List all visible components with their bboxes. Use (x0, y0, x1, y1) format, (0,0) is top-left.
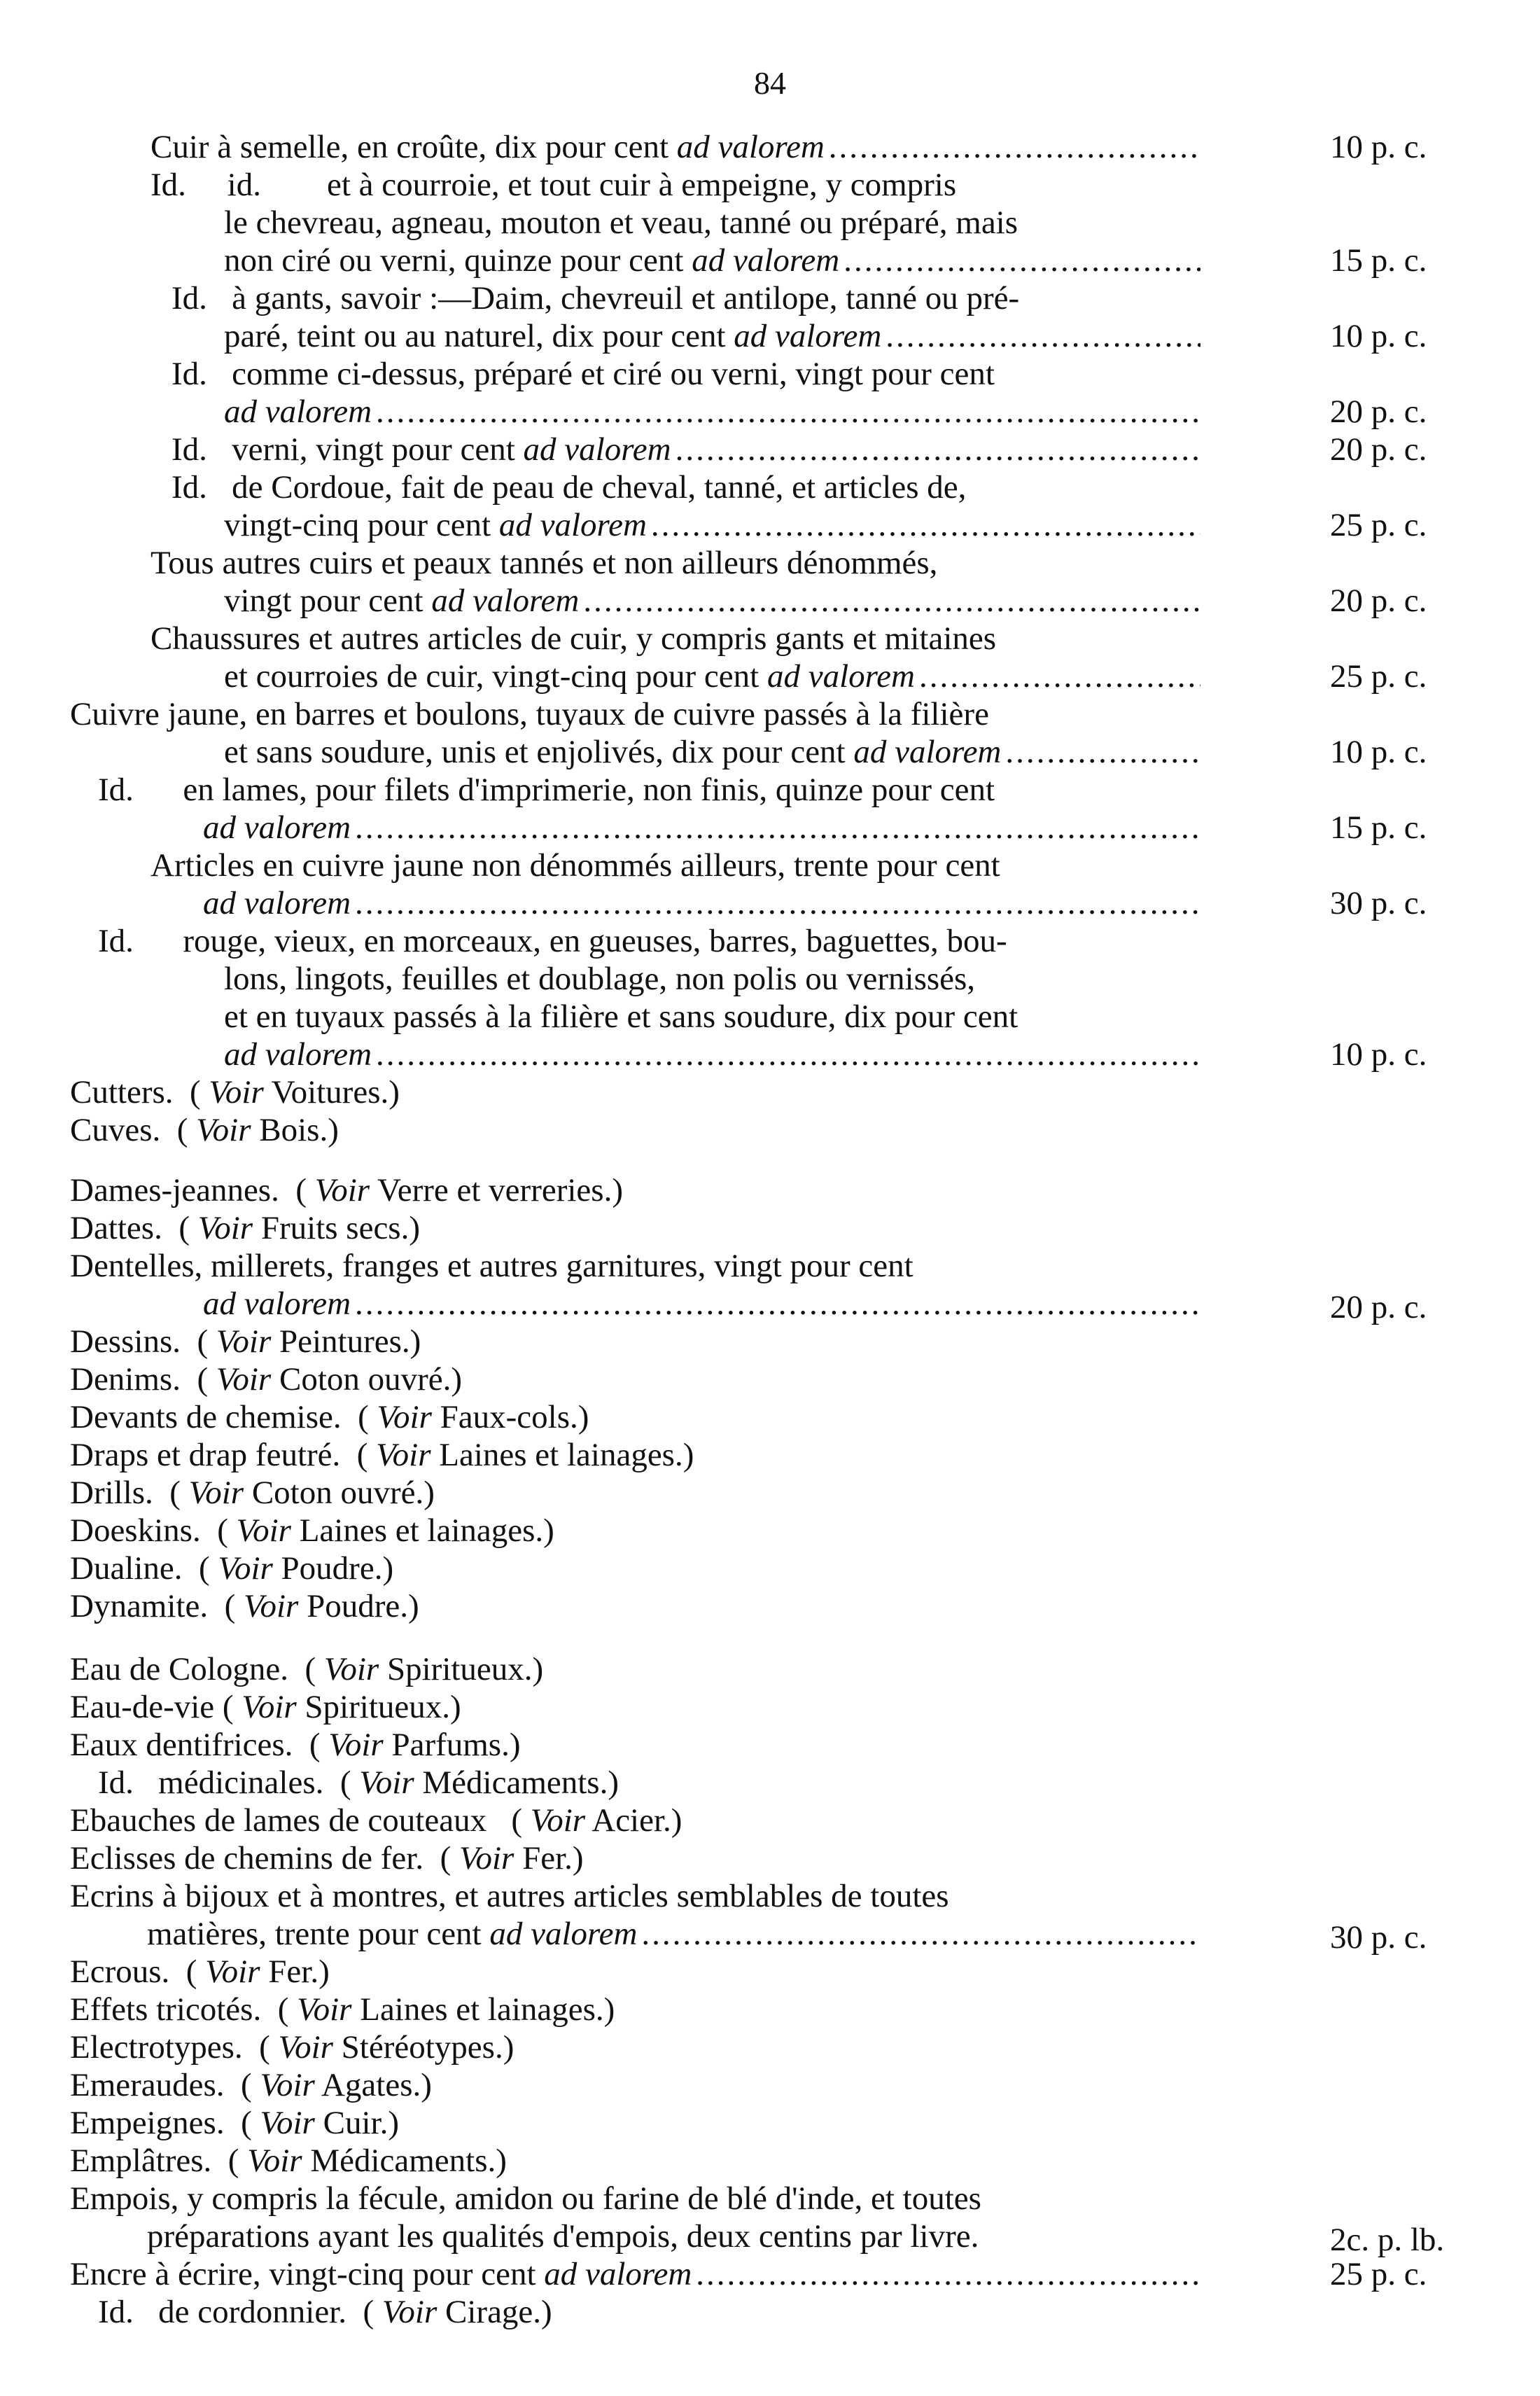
entry-text-line: et courroies de cuir, vingt-cinq pour cent ad valorem (224, 658, 915, 695)
cross-reference-entry: Drills. ( Voir Coton ouvré.) (70, 1475, 435, 1511)
entry-text-line: ad valorem (203, 1286, 351, 1322)
leader-dots (355, 809, 1200, 847)
cross-reference-entry: Cuves. ( Voir Bois.) (70, 1112, 339, 1148)
entry-text-line: Id. verni, vingt pour cent ad valorem (172, 431, 671, 468)
cross-reference-entry: Ecrous. ( Voir Fer.) (70, 1953, 330, 1990)
leader-dots (829, 128, 1200, 166)
duty-rate: 30 p. c. (1330, 1919, 1427, 1956)
cross-reference-entry: Doeskins. ( Voir Laines et lainages.) (70, 1512, 554, 1549)
leader-dots (376, 393, 1200, 431)
duty-rate: 2c. p. lb. (1330, 2222, 1445, 2258)
entry-text-line: paré, teint ou au naturel, dix pour cent ad valorem (224, 318, 882, 354)
cross-reference-entry: Emeraudes. ( Voir Agates.) (70, 2067, 432, 2103)
entry-text-line: le chevreau, agneau, mouton et veau, tanné ou préparé, mais (224, 204, 1018, 241)
cross-reference-entry: Eau de Cologne. ( Voir Spiritueux.) (70, 1651, 544, 1687)
entry-text-line: ad valorem (224, 393, 372, 430)
cross-reference-entry: Draps et drap feutré. ( Voir Laines et lainages.) (70, 1437, 694, 1473)
entry-text-line: non ciré ou verni, quinze pour cent ad valorem (224, 242, 840, 279)
entry-text-line: ad valorem (203, 809, 351, 846)
duty-rate: 20 p. c. (1330, 431, 1427, 468)
entry-text-line: matières, trente pour cent ad valorem (147, 1916, 638, 1952)
cross-reference-entry: Dattes. ( Voir Fruits secs.) (70, 1210, 420, 1246)
entry-text-line: Encre à écrire, vingt-cinq pour cent ad valorem (70, 2256, 692, 2292)
cross-reference-entry: Eaux dentifrices. ( Voir Parfums.) (70, 1727, 521, 1763)
entry-text-line: Id. en lames, pour filets d'imprimerie, non finis, quinze pour cent (98, 772, 995, 808)
leader-dots (1005, 733, 1200, 771)
entry-text-line: Dentelles, millerets, franges et autres garnitures, vingt pour cent (70, 1248, 913, 1284)
entry-text-line: et en tuyaux passés à la filière et sans soudure, dix pour cent (224, 998, 1018, 1035)
duty-rate: 30 p. c. (1330, 885, 1427, 921)
entry-text-line: Id. de Cordoue, fait de peau de cheval, tanné, et articles de, (172, 469, 967, 506)
duty-rate: 20 p. c. (1330, 1289, 1427, 1325)
duty-rate: 25 p. c. (1330, 507, 1427, 543)
entry-text-line: ad valorem (203, 885, 351, 921)
cross-reference-entry: Effets tricotés. ( Voir Laines et lainages.) (70, 1991, 615, 2028)
cross-reference-entry: Dualine. ( Voir Poudre.) (70, 1550, 394, 1587)
leader-dots (376, 1036, 1200, 1073)
leader-dots (651, 506, 1200, 544)
leader-dots (641, 1915, 1200, 1953)
page-number: 84 (754, 65, 786, 101)
leader-dots (355, 884, 1200, 922)
leader-dots (676, 431, 1200, 468)
leader-dots (583, 582, 1200, 620)
cross-reference-entry: Eau-de-vie ( Voir Spiritueux.) (70, 1689, 461, 1725)
entry-text-line: vingt pour cent ad valorem (224, 583, 580, 619)
cross-reference-entry: Eclisses de chemins de fer. ( Voir Fer.) (70, 1840, 584, 1876)
cross-reference-entry: Id. médicinales. ( Voir Médicaments.) (98, 1764, 619, 1801)
entry-text-line: Id. rouge, vieux, en morceaux, en gueuses, barres, baguettes, bou- (98, 923, 1007, 959)
cross-reference-entry: Id. de cordonnier. ( Voir Cirage.) (98, 2294, 552, 2330)
entry-text-line: ad valorem (224, 1036, 372, 1073)
entry-text-line: Ecrins à bijoux et à montres, et autres articles semblables de toutes (70, 1878, 949, 1914)
entry-text-line: Id. à gants, savoir :—Daim, chevreuil et antilope, tanné ou pré- (172, 280, 1020, 316)
cross-reference-entry: Emplâtres. ( Voir Médicaments.) (70, 2143, 507, 2179)
cross-reference-entry: Dessins. ( Voir Peintures.) (70, 1323, 421, 1360)
duty-rate: 25 p. c. (1330, 2256, 1427, 2292)
entry-text-line: lons, lingots, feuilles et doublage, non polis ou vernissés, (224, 961, 976, 997)
duty-rate: 15 p. c. (1330, 242, 1427, 279)
entry-text-line: Cuir à semelle, en croûte, dix pour cent ad valorem (150, 129, 825, 165)
cross-reference-entry: Electrotypes. ( Voir Stéréotypes.) (70, 2029, 514, 2066)
cross-reference-entry: Ebauches de lames de couteaux ( Voir Acier.) (70, 1802, 682, 1839)
cross-reference-entry: Devants de chemise. ( Voir Faux-cols.) (70, 1399, 589, 1435)
entry-text-line: Cuivre jaune, en barres et boulons, tuyaux de cuivre passés à la filière (70, 696, 989, 732)
entry-text-line: Id. comme ci-dessus, préparé et ciré ou verni, vingt pour cent (172, 356, 995, 392)
entry-text-line: Articles en cuivre jaune non dénommés ailleurs, trente pour cent (150, 847, 1000, 884)
entry-text-line: Id. id. et à courroie, et tout cuir à empeigne, y compris (150, 167, 957, 203)
leader-dots (355, 1285, 1200, 1323)
cross-reference-entry: Dynamite. ( Voir Poudre.) (70, 1588, 419, 1624)
entry-text-line: et sans soudure, unis et enjolivés, dix pour cent ad valorem (224, 734, 1002, 770)
leader-dots (919, 657, 1200, 695)
duty-rate: 20 p. c. (1330, 583, 1427, 619)
leader-dots (696, 2255, 1200, 2293)
leader-dots (886, 317, 1200, 355)
cross-reference-entry: Denims. ( Voir Coton ouvré.) (70, 1361, 463, 1398)
entry-text-line: Chaussures et autres articles de cuir, y compris gants et mitaines (150, 620, 997, 657)
duty-rate: 10 p. c. (1330, 318, 1427, 354)
entry-text-line: préparations ayant les qualités d'empois, deux centins par livre. (147, 2218, 979, 2255)
duty-rate: 15 p. c. (1330, 809, 1427, 846)
duty-rate: 10 p. c. (1330, 734, 1427, 770)
cross-reference-entry: Empeignes. ( Voir Cuir.) (70, 2105, 399, 2141)
entry-text-line: Empois, y compris la fécule, amidon ou farine de blé d'inde, et toutes (70, 2180, 981, 2217)
duty-rate: 20 p. c. (1330, 393, 1427, 430)
cross-reference-entry: Dames-jeannes. ( Voir Verre et verreries.) (70, 1172, 623, 1209)
cross-reference-entry: Cutters. ( Voir Voitures.) (70, 1074, 400, 1110)
entry-text-line: vingt-cinq pour cent ad valorem (224, 507, 647, 543)
duty-rate: 10 p. c. (1330, 129, 1427, 165)
entry-text-line: Tous autres cuirs et peaux tannés et non ailleurs dénommés, (150, 545, 938, 581)
duty-rate: 25 p. c. (1330, 658, 1427, 695)
duty-rate: 10 p. c. (1330, 1036, 1427, 1073)
leader-dots (844, 242, 1200, 279)
